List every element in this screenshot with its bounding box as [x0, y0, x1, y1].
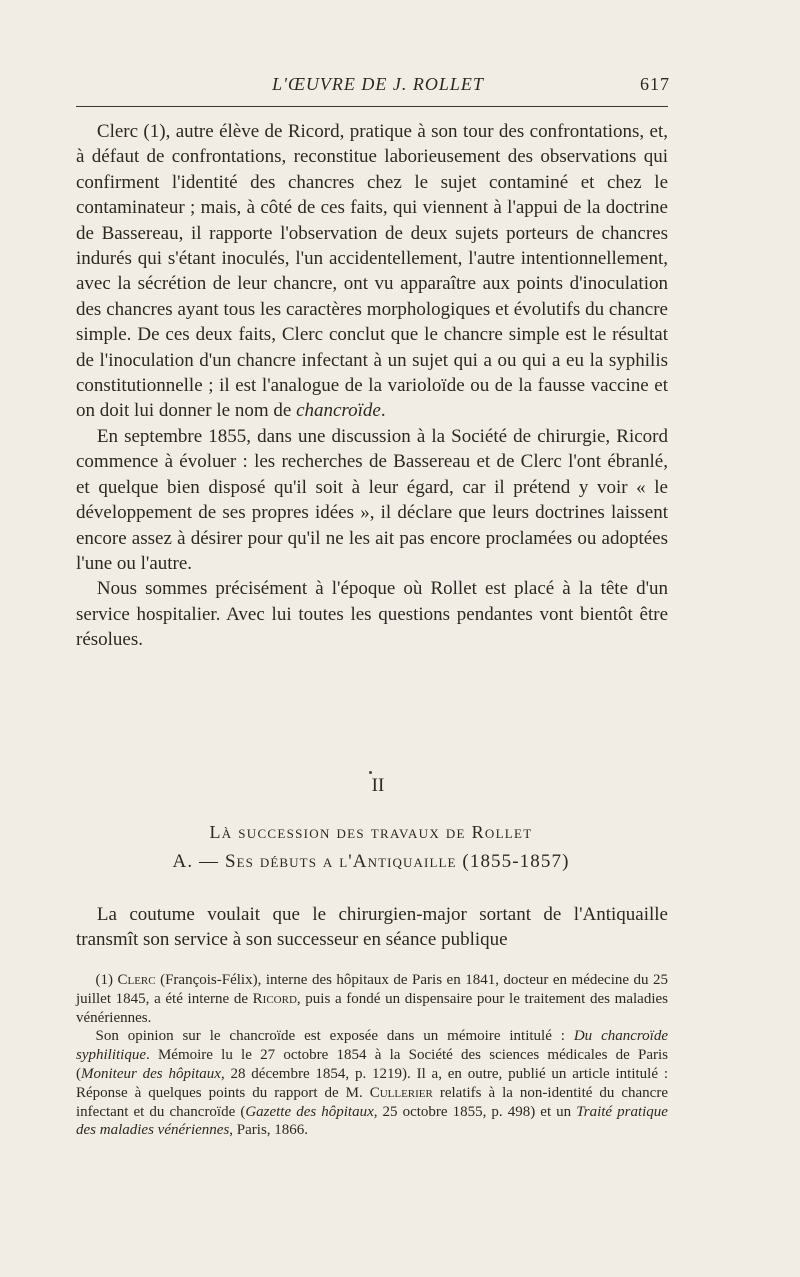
section-title: Là succession des travaux de Rollet: [209, 822, 533, 842]
footnote-marker: (1): [95, 972, 118, 988]
paragraph-clerc-text: Clerc (1), autre élève de Ricord, pratique à son tour des confrontations, et, à défaut de confrontations, reconstitue laborieusement des observations qui confirment l'identité des chancres chez le sujet contaminé et chez le contaminateur ; mais, à côté de ces faits, qui viennent à l'appui de la doctrine de Bassereau, il rapporte l'observation de deux sujets porteurs de chancres indurés qui s'étant inoculés, l'un accidentellement, l'autre intentionnellement, avec la sécrétion de leur chancre, ont vu apparaître aux points d'inoculation des chancres ayant tous les caractères morphologiques et évolutifs du chancre simple. De ces deux faits, Clerc conclut que le chancre simple est le résultat de l'inoculation d'un chancre infectant à un sujet qui a ou qui a eu la syphilis constitutionnelle ; il est l'analogue de la varioloïde ou de la fausse vaccine et on doit lui donner le nom de: [76, 121, 668, 422]
footnote-para2-a: Son opinion sur le chancroïde est exposée dans un mémoire intitulé :: [95, 1028, 574, 1045]
footnote-traite: Traité pratique des maladies vénériennes: [76, 1103, 668, 1139]
page-number: 617: [640, 74, 670, 94]
footnote-para2-e: , 25 octobre 1855, p. 498) et un: [373, 1103, 577, 1120]
footnote-para2-b: . Mémoire lu le 27 octobre 1854 à la Société des sciences médicales de Paris (: [76, 1047, 668, 1082]
footnote-para2-c: , 28 décembre 1854, p. 1219). Il a, en outre, publié un article intitulé : Réponse à quelques points du rapport de M.: [76, 1065, 668, 1101]
paragraph-clerc: [76, 119, 668, 424]
header-rule: [76, 106, 668, 107]
footnote-para2-d: relatifs à la non-identité du chancre infectant et du chancroïde (: [76, 1084, 668, 1120]
footnote-cullerier: Cullerier: [369, 1084, 433, 1101]
footnote-paragraph-1: [76, 971, 668, 1027]
running-header: [76, 74, 680, 98]
main-text: [76, 119, 668, 653]
footnote-memoire-title: Du chancroïde syphilitique: [76, 1028, 668, 1064]
footnote: [76, 971, 668, 1140]
footnote-moniteur: Moniteur des hôpitaux: [81, 1065, 221, 1082]
footnote-gazette: Gazette des hôpitaux: [245, 1103, 374, 1120]
footnote-text-1: (François-Félix), interne des hôpitaux de Paris en 1841, docteur en médecine du 25 juillet 1845, a été interne de: [76, 972, 668, 1007]
term-chancroide: chancroïde: [296, 400, 381, 422]
footnote-text-2: , puis a fondé un dispensaire pour le traitement des maladies vénériennes.: [76, 990, 668, 1026]
footnote-author: Clerc: [117, 972, 156, 988]
paragraph-clerc-end: .: [380, 400, 386, 422]
section-number: II: [371, 775, 385, 796]
paragraph-coutume: La coutume voulait que le chirurgien-major sortant de l'Antiquaille transmît son service à son successeur en séance publique: [76, 904, 668, 951]
running-title: L'ŒUVRE DE J. ROLLET: [272, 74, 484, 94]
paragraph-ricord: En septembre 1855, dans une discussion à la Société de chirurgie, Ricord commence à évoluer : les recherches de Bassereau et de Clerc l'ont ébranlé, et quelque bien disposé qu'il soit à leur égard, car il prétend y voir « le développement de ses propres idées », il déclare que leurs doctrines laissent encore assez à désirer pour qu'il ne les ait pas encore proclamées ou adoptées l'une ou l'autre.: [76, 425, 668, 574]
print-speck: [369, 771, 372, 774]
subsection-title: A. — Ses débuts a l'Antiquaille (1855-1857): [172, 851, 570, 872]
footnote-para2-f: , Paris, 1866.: [229, 1122, 309, 1139]
paragraph-rollet: Nous sommes précisément à l'époque où Rollet est placé à la tête d'un service hospitalier. Avec lui toutes les questions pendantes vont bientôt être résolues.: [76, 578, 668, 651]
footnote-ricord: Ricord: [252, 990, 297, 1007]
footnote-paragraph-2: [76, 1027, 668, 1140]
main-text-continued: [76, 902, 668, 953]
